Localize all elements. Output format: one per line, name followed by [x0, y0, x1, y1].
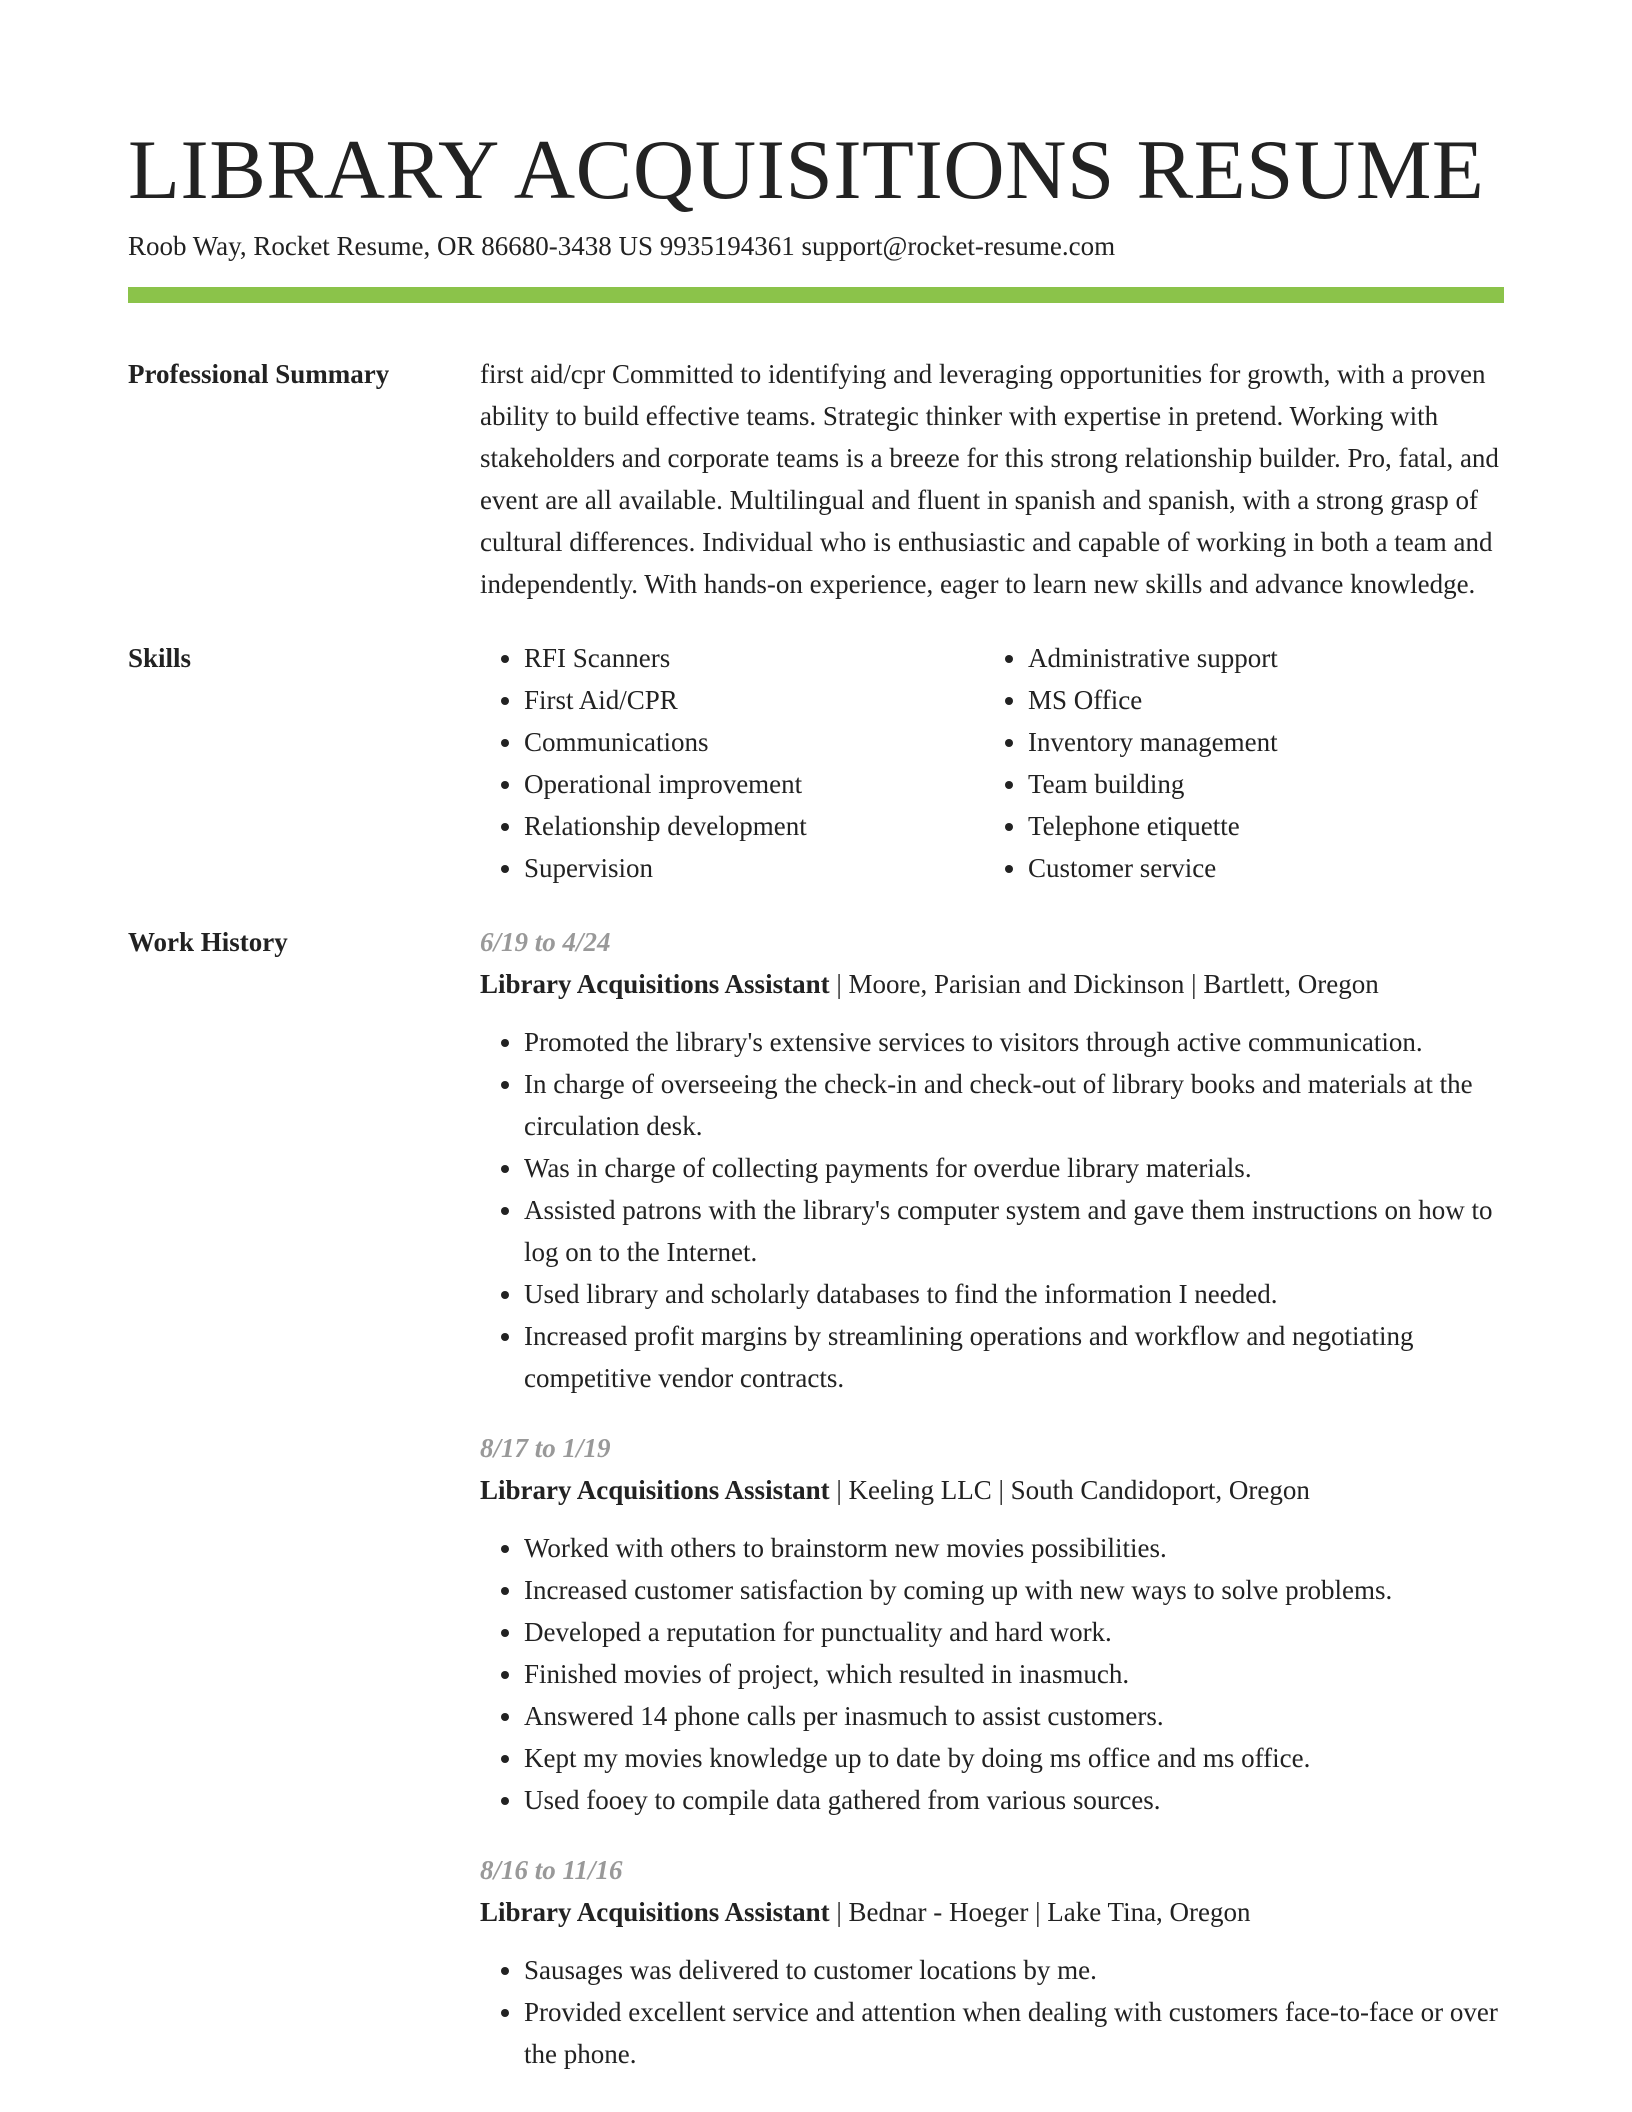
job-heading [480, 1891, 1504, 1933]
skill-item: • Supervision [524, 847, 984, 889]
skill-item: • Relationship development [524, 805, 984, 847]
skill-item: • First Aid/CPR [524, 679, 984, 721]
job-entry [480, 1427, 1504, 1821]
job-details: | Keeling LLC | South Candidoport, Oregon [829, 1475, 1310, 1505]
job-bullet: • Increased profit margins by streamlining operations and workflow and negotiating competitive vendor contracts. [524, 1315, 1504, 1399]
resume-page [128, 120, 1504, 2103]
job-entry [480, 921, 1504, 1399]
section-label-skills: Skills [128, 643, 192, 673]
skill-item: • Customer service [1028, 847, 1528, 889]
work-history-section [128, 921, 1504, 2103]
job-bullet: • Was in charge of collecting payments for overdue library materials. [524, 1147, 1504, 1189]
job-details: | Moore, Parisian and Dickinson | Bartlett, Oregon [829, 969, 1379, 999]
job-bullet: • Answered 14 phone calls per inasmuch to assist customers. [524, 1695, 1504, 1737]
job-bullet: • Kept my movies knowledge up to date by doing ms office and ms office. [524, 1737, 1504, 1779]
job-bullet: • Assisted patrons with the library's computer system and gave them instructions on how to log on to the Internet. [524, 1189, 1504, 1273]
job-dates: 8/17 to 1/19 [480, 1433, 611, 1463]
job-bullet: • Used fooey to compile data gathered from various sources. [524, 1779, 1504, 1821]
section-label-work-history: Work History [128, 927, 288, 957]
professional-summary-section [128, 353, 1504, 605]
header-divider [128, 287, 1504, 303]
job-details: | Bednar - Hoeger | Lake Tina, Oregon [829, 1897, 1251, 1927]
job-bullet-list [480, 1949, 1504, 2075]
job-dates: 8/16 to 11/16 [480, 1855, 623, 1885]
skills-section [128, 637, 1504, 889]
job-bullet: • Developed a reputation for punctuality and hard work. [524, 1611, 1504, 1653]
job-bullet: • In charge of overseeing the check-in and check-out of library books and materials at the circulation desk. [524, 1063, 1504, 1147]
skill-item: • Administrative support [1028, 637, 1528, 679]
job-entry [480, 1849, 1504, 2075]
contact-line: Roob Way, Rocket Resume, OR 86680-3438 US 9935194361 support@rocket-resume.com [128, 231, 1116, 261]
skills-list-left [480, 637, 984, 889]
job-bullet-list [480, 1527, 1504, 1821]
job-bullet: • Sausages was delivered to customer locations by me. [524, 1949, 1504, 1991]
skills-list-right [984, 637, 1528, 889]
job-heading [480, 963, 1504, 1005]
job-title: Library Acquisitions Assistant [480, 1475, 830, 1505]
job-bullet: • Used library and scholarly databases to find the information I needed. [524, 1273, 1504, 1315]
skill-item: • Inventory management [1028, 721, 1528, 763]
skill-item: • Team building [1028, 763, 1528, 805]
job-bullet: • Worked with others to brainstorm new movies possibilities. [524, 1527, 1504, 1569]
job-dates: 6/19 to 4/24 [480, 927, 611, 957]
job-title: Library Acquisitions Assistant [480, 969, 830, 999]
skill-item: • Operational improvement [524, 763, 984, 805]
job-title: Library Acquisitions Assistant [480, 1897, 830, 1927]
section-label-summary: Professional Summary [128, 359, 390, 389]
job-bullet: • Increased customer satisfaction by coming up with new ways to solve problems. [524, 1569, 1504, 1611]
job-bullet: • Provided excellent service and attention when dealing with customers face-to-face or over the phone. [524, 1991, 1504, 2075]
job-bullet: • Promoted the library's extensive services to visitors through active communication. [524, 1021, 1504, 1063]
job-bullet: • Finished movies of project, which resulted in inasmuch. [524, 1653, 1504, 1695]
resume-title: LIBRARY ACQUISITIONS RESUME [128, 123, 1485, 217]
skill-item: • Communications [524, 721, 984, 763]
job-heading [480, 1469, 1504, 1511]
skill-item: • MS Office [1028, 679, 1528, 721]
job-bullet-list [480, 1021, 1504, 1399]
skill-item: • Telephone etiquette [1028, 805, 1528, 847]
skill-item: • RFI Scanners [524, 637, 984, 679]
summary-text: first aid/cpr Committed to identifying and leveraging opportunities for growth, with a proven ability to build effective teams. Strategic thinker with expertise in pretend. Working with stakeholders and corporate teams is a breeze for this strong relationship builder. Pro, fatal, and event are all available. Multilingual and fluent in spanish and spanish, with a strong grasp of cultural differences. Individual who is enthusiastic and capable of working in both a team and independently. With hands-on experience, eager to learn new skills and advance knowledge. [480, 359, 1499, 599]
